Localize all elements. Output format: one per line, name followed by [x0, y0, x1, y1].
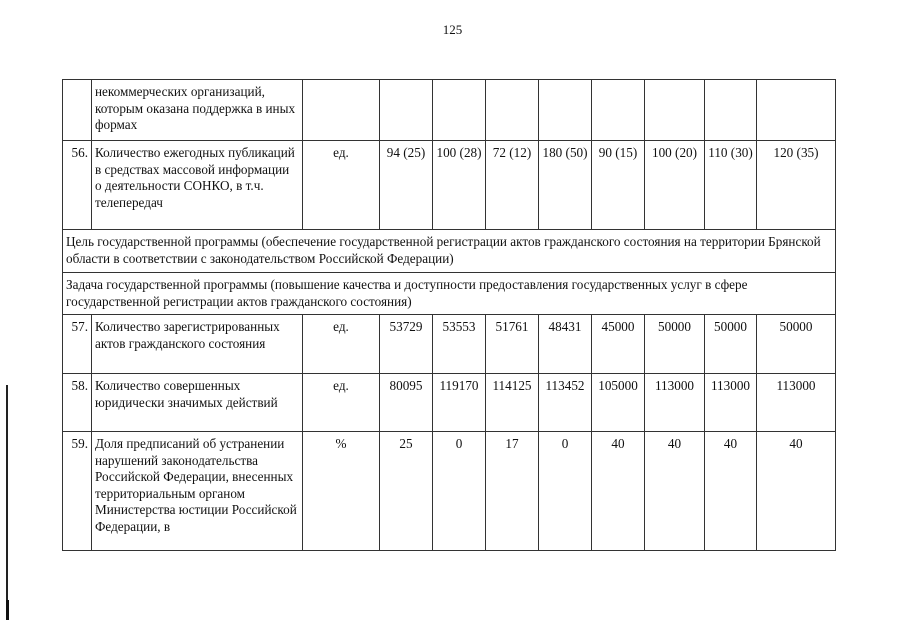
table-row-continuation — [63, 80, 836, 141]
indicator-name: Количество совершенных юридически значимых действий — [92, 374, 303, 432]
value-cell: 119170 — [433, 374, 486, 432]
program-goal-row — [63, 230, 836, 273]
indicator-name: Доля предписаний об устранении нарушений законодательства Российской Федерации, внесенных территориальным органом Министерства юстиции Российской Федерации, в — [92, 432, 303, 551]
value-cell: 114125 — [486, 374, 539, 432]
value-cell: 113000 — [705, 374, 757, 432]
value-cell: 105000 — [592, 374, 645, 432]
value-cell: 40 — [705, 432, 757, 551]
value-cell: 110 (30) — [705, 141, 757, 230]
table-row-57 — [63, 315, 836, 374]
row-number: 58. — [63, 374, 92, 432]
value-cell: 0 — [539, 432, 592, 551]
value-cell: 50000 — [645, 315, 705, 374]
program-task-text: Задача государственной программы (повышение качества и доступности предоставления государственных услуг в сфере государственной регистрации актов гражданского состояния) — [63, 273, 836, 315]
unit-cell: % — [303, 432, 380, 551]
table-row-58 — [63, 374, 836, 432]
value-cell — [433, 80, 486, 141]
value-cell: 80095 — [380, 374, 433, 432]
value-cell: 40 — [645, 432, 705, 551]
indicator-name: Количество зарегистрированных актов гражданского состояния — [92, 315, 303, 374]
table-row-56 — [63, 141, 836, 230]
program-goal-text: Цель государственной программы (обеспечение государственной регистрации актов гражданского состояния на территории Брянской области в соответствии с законодательством Российской Федерации) — [63, 230, 836, 273]
row-number: 59. — [63, 432, 92, 551]
value-cell: 25 — [380, 432, 433, 551]
value-cell — [705, 80, 757, 141]
value-cell — [592, 80, 645, 141]
value-cell: 53729 — [380, 315, 433, 374]
value-cell: 0 — [433, 432, 486, 551]
value-cell: 100 (28) — [433, 141, 486, 230]
value-cell — [486, 80, 539, 141]
scan-margin-line — [6, 385, 8, 620]
value-cell: 100 (20) — [645, 141, 705, 230]
value-cell: 48431 — [539, 315, 592, 374]
value-cell: 113000 — [757, 374, 836, 432]
table-row-59 — [63, 432, 836, 551]
value-cell: 53553 — [433, 315, 486, 374]
value-cell: 45000 — [592, 315, 645, 374]
value-cell — [645, 80, 705, 141]
value-cell: 40 — [757, 432, 836, 551]
row-number: 57. — [63, 315, 92, 374]
value-cell: 120 (35) — [757, 141, 836, 230]
indicators-table — [62, 79, 836, 551]
value-cell: 113452 — [539, 374, 592, 432]
value-cell: 17 — [486, 432, 539, 551]
indicator-name: некоммерческих организаций, которым оказана поддержка в иных формах — [92, 80, 303, 141]
program-task-row — [63, 273, 836, 315]
indicator-name: Количество ежегодных публикаций в средствах массовой информации о деятельности СОНКО, в т.ч. телепередач — [92, 141, 303, 230]
value-cell — [757, 80, 836, 141]
value-cell: 51761 — [486, 315, 539, 374]
unit-cell: ед. — [303, 315, 380, 374]
value-cell: 90 (15) — [592, 141, 645, 230]
value-cell: 40 — [592, 432, 645, 551]
value-cell: 113000 — [645, 374, 705, 432]
scan-margin-mark — [6, 600, 9, 620]
unit-cell — [303, 80, 380, 141]
value-cell: 94 (25) — [380, 141, 433, 230]
unit-cell: ед. — [303, 141, 380, 230]
value-cell: 50000 — [705, 315, 757, 374]
unit-cell: ед. — [303, 374, 380, 432]
value-cell — [539, 80, 592, 141]
row-number — [63, 80, 92, 141]
value-cell: 72 (12) — [486, 141, 539, 230]
value-cell: 180 (50) — [539, 141, 592, 230]
value-cell — [380, 80, 433, 141]
page-number: 125 — [442, 22, 463, 37]
row-number: 56. — [63, 141, 92, 230]
value-cell: 50000 — [757, 315, 836, 374]
